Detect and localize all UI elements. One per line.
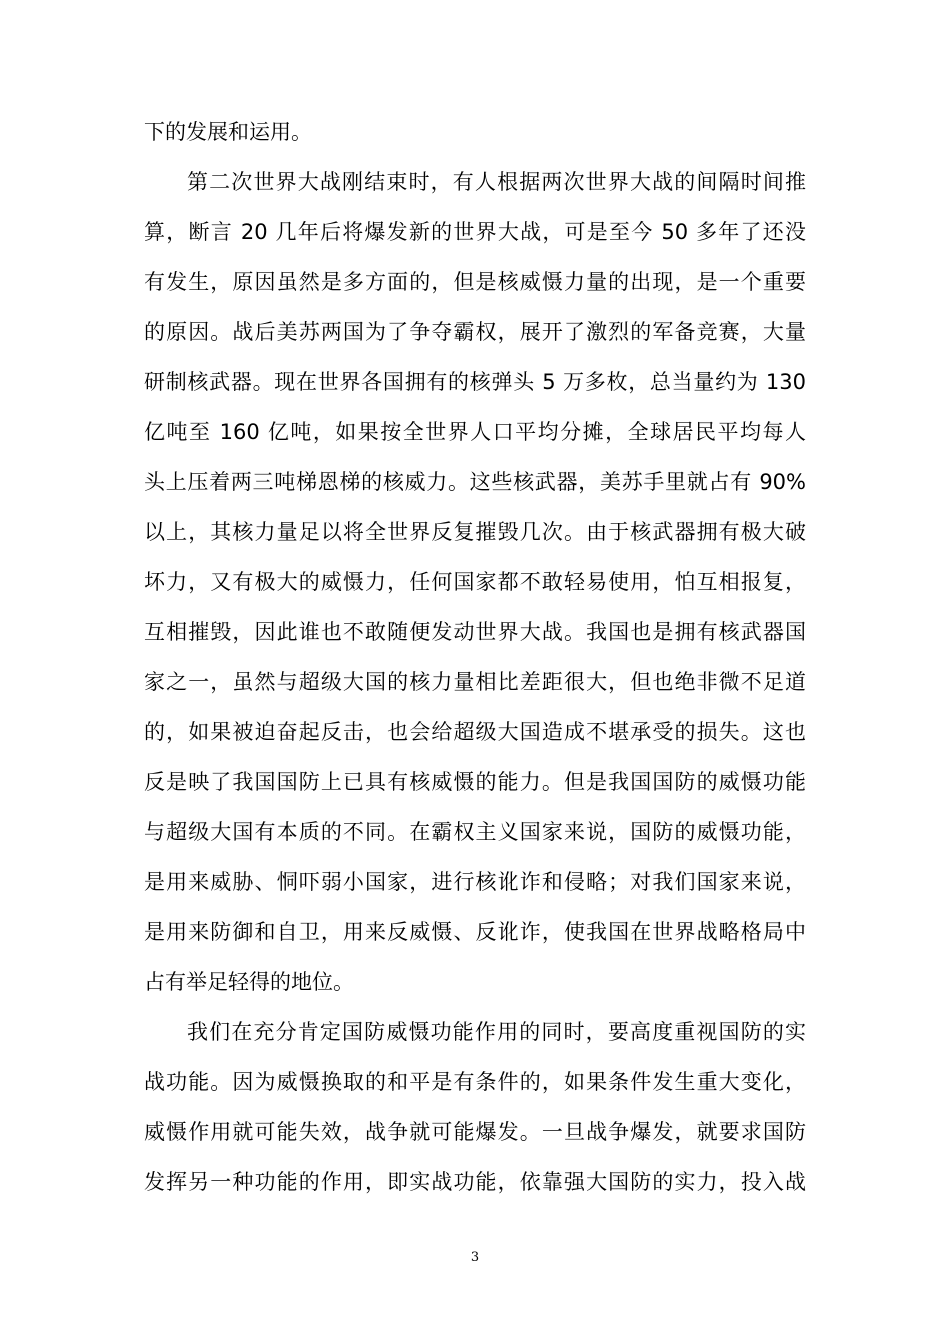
text-line: 战功能。因为威慑换取的和平是有条件的，如果条件发生重大变化， [144,1070,806,1094]
text-line: 与超级大国有本质的不同。在霸权主义国家来说，国防的威慑功能， [144,820,806,844]
text-line: 有发生，原因虽然是多方面的，但是核威慑力量的出现，是一个重要 [144,270,806,294]
text-line: 下的发展和运用。 [144,120,312,144]
body-text [144,107,806,1207]
text-line: 互相摧毁，因此谁也不敢随便发动世界大战。我国也是拥有核武器国 [144,620,806,644]
text-line: 反是映了我国国防上已具有核威慑的能力。但是我国国防的威慑功能 [144,770,806,794]
text-line: 头上压着两三吨梯恩梯的核威力。这些核武器，美苏手里就占有 90% [144,470,806,494]
text-line: 以上，其核力量足以将全世界反复摧毁几次。由于核武器拥有极大破 [144,520,806,544]
text-line: 坏力，又有极大的威慑力，任何国家都不敢轻易使用，怕互相报复， [144,570,806,594]
text-line: 是用来威胁、恫吓弱小国家，进行核讹诈和侵略；对我们国家来说， [144,870,806,894]
text-line: 的，如果被迫奋起反击，也会给超级大国造成不堪承受的损失。这也 [144,720,806,744]
text-line: 家之一，虽然与超级大国的核力量相比差距很大，但也绝非微不足道 [144,670,806,694]
text-line: 的原因。战后美苏两国为了争夺霸权，展开了激烈的军备竞赛，大量 [144,320,806,344]
text-line: 算，断言 20 几年后将爆发新的世界大战，可是至今 50 多年了还没 [144,220,806,244]
text-line: 亿吨至 160 亿吨，如果按全世界人口平均分摊，全球居民平均每人 [144,420,806,444]
text-line: 是用来防御和自卫，用来反威慑、反讹诈，使我国在世界战略格局中 [144,920,806,944]
text-line: 第二次世界大战刚结束时，有人根据两次世界大战的间隔时间推 [187,170,806,194]
text-line: 研制核武器。现在世界各国拥有的核弹头 5 万多枚，总当量约为 130 [144,370,806,394]
text-line: 威慑作用就可能失效，战争就可能爆发。一旦战争爆发，就要求国防 [144,1120,806,1144]
page-number: 3 [470,1250,480,1265]
text-line: 我们在充分肯定国防威慑功能作用的同时，要高度重视国防的实 [187,1020,806,1044]
text-line: 发挥另一种功能的作用，即实战功能，依靠强大国防的实力，投入战 [144,1170,806,1194]
text-line: 占有举足轻得的地位。 [144,970,354,994]
